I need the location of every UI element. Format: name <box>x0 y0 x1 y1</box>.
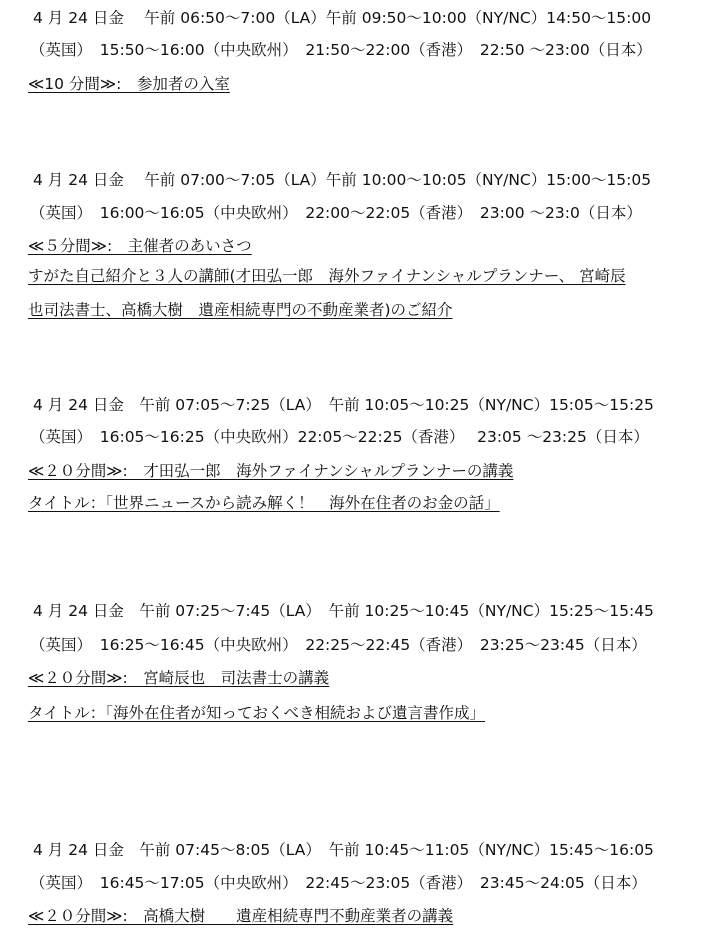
session-heading: ≪２０分間≫: 才田弘一郎 海外ファイナンシャルプランナーの講義 <box>28 462 514 480</box>
session-time-line: 4 月 24 日金 午前 07:25～7:45（LA） 午前 10:25～10:45（NY/NC）15:25～15:45 <box>33 602 654 620</box>
session-heading: ≪２０分間≫: 高橋大樹 遺産相続専門不動産業者の講義 <box>28 907 454 925</box>
session-time-line: （英国） 16:00～16:05（中央欧州） 22:00～22:05（香港） 23:00 ～23:0（日本） <box>30 204 642 222</box>
session-time-line: （英国） 15:50～16:00（中央欧州） 21:50～22:00（香港） 22:50 ～23:00（日本） <box>30 41 652 59</box>
session-description: すがた自己紹介と３人の講師(才田弘一郎 海外ファイナンシャルプランナー、 宮崎辰 <box>28 267 626 285</box>
session-time-line: （英国） 16:45～17:05（中央欧州） 22:45～23:05（香港） 23:45～24:05（日本） <box>30 874 647 892</box>
session-heading: ≪５分間≫: 主催者のあいさつ <box>28 237 252 255</box>
session-description: タイトル：｢海外在住者が知っておくべき相続および遺言書作成」 <box>28 704 485 722</box>
session-time-line: （英国） 16:05～16:25（中央欧州）22:05～22:25（香港） 23:05 ～23:25（日本） <box>30 428 649 446</box>
session-heading: ≪10 分間≫: 参加者の入室 <box>28 75 230 93</box>
session-time-line: 4 月 24 日金 午前 07:45～8:05（LA） 午前 10:45～11:05（NY/NC）15:45～16:05 <box>33 841 654 859</box>
session-time-line: 4 月 24 日金 午前 06:50～7:00（LA）午前 09:50～10:00（NY/NC）14:50～15:00 <box>33 9 652 27</box>
session-description: 也司法書士、高橋大樹 遺産相続専門の不動産業者)のご紹介 <box>28 301 453 319</box>
session-description: タイトル：｢世界ニュースから読み解く！ 海外在住者のお金の話」 <box>28 494 500 512</box>
session-heading: ≪２０分間≫: 宮崎辰也 司法書士の講義 <box>28 669 330 687</box>
session-time-line: 4 月 24 日金 午前 07:00～7:05（LA）午前 10:00～10:05（NY/NC）15:00～15:05 <box>33 171 652 189</box>
session-time-line: 4 月 24 日金 午前 07:05～7:25（LA） 午前 10:05～10:25（NY/NC）15:05～15:25 <box>33 396 654 414</box>
session-time-line: （英国） 16:25～16:45（中央欧州） 22:25～22:45（香港） 23:25～23:45（日本） <box>30 636 647 654</box>
